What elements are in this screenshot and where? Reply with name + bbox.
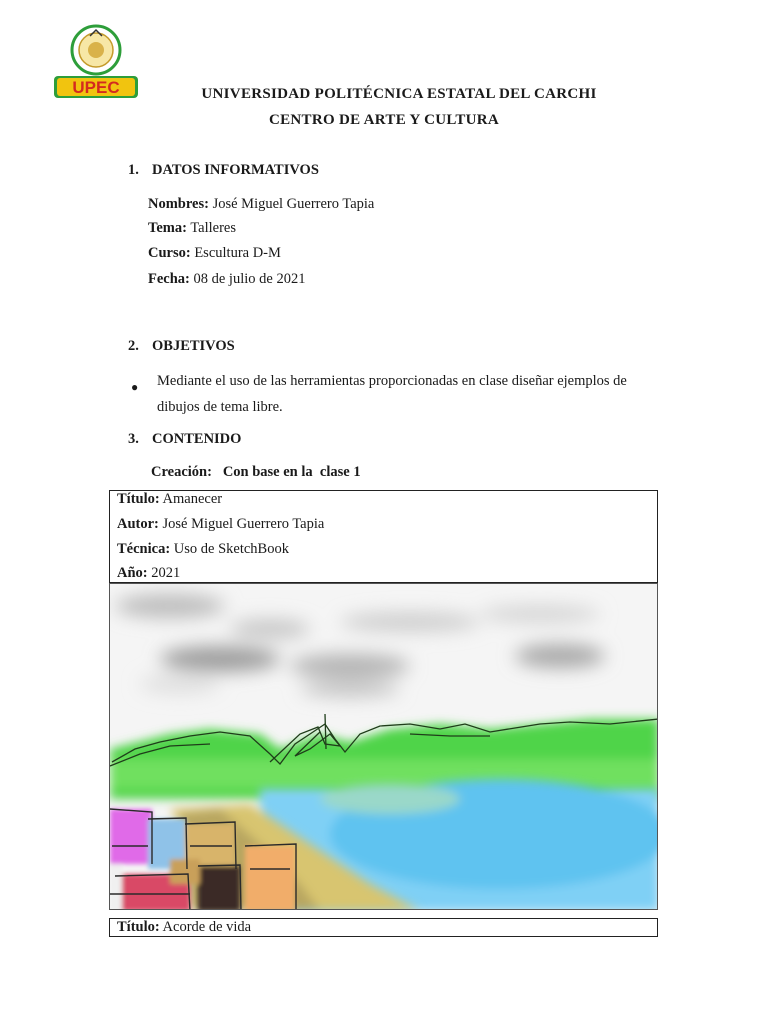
section-contenido (128, 431, 241, 448)
field-label: Curso: (148, 245, 191, 261)
art-value: 2021 (151, 565, 181, 581)
artwork-drawing-amanecer (109, 583, 658, 910)
objective-line-1: Mediante el uso de las herramientas proporcionadas en clase diseñar ejemplos de (157, 373, 627, 389)
section-number: 3. (128, 431, 139, 447)
art-row-titulo (117, 491, 222, 508)
field-tema (148, 220, 236, 237)
artwork-info-table (109, 490, 658, 583)
field-label: Nombres: (148, 196, 209, 212)
bullet-icon: ● (131, 380, 139, 394)
art-row-tecnica (117, 541, 289, 558)
section-objetivos (128, 338, 235, 355)
artwork2-info-table (109, 918, 658, 937)
art-label: Autor: (117, 516, 159, 532)
section-title: DATOS INFORMATIVOS (152, 162, 319, 178)
center-title: CENTRO DE ARTE Y CULTURA (268, 112, 500, 128)
art-label: Año: (117, 565, 148, 581)
art-row-ano (117, 565, 180, 582)
field-label: Tema: (148, 220, 187, 236)
section-title: CONTENIDO (152, 431, 242, 447)
logo-text: UPEC (72, 78, 120, 97)
art-label: Técnica: (117, 541, 171, 557)
art-label: Título: (117, 491, 160, 507)
field-curso (148, 245, 281, 262)
field-nombres (148, 196, 374, 213)
art-value: Acorde de vida (162, 919, 252, 935)
university-title: UNIVERSIDAD POLITÉCNICA ESTATAL DEL CARCHI (201, 86, 597, 102)
field-value: Talleres (190, 220, 236, 236)
field-value: Escultura D-M (194, 245, 281, 261)
art2-row-titulo (117, 919, 251, 936)
section-title: OBJETIVOS (152, 338, 235, 354)
section-number: 2. (128, 338, 139, 354)
field-fecha (148, 271, 305, 288)
art-label: Título: (117, 919, 160, 935)
art-value: Amanecer (162, 491, 223, 507)
section-datos-informativos (128, 162, 319, 179)
field-value: 08 de julio de 2021 (193, 271, 306, 287)
section-number: 1. (128, 162, 139, 178)
creacion-line: Creación: Con base en la clase 1 (151, 464, 361, 480)
art-row-autor (117, 516, 324, 533)
objective-text (157, 368, 667, 420)
art-value: José Miguel Guerrero Tapia (162, 516, 325, 532)
field-label: Fecha: (148, 271, 190, 287)
objective-line-2: dibujos de tema libre. (157, 399, 283, 415)
art-value: Uso de SketchBook (173, 541, 289, 557)
field-value: José Miguel Guerrero Tapia (212, 196, 375, 212)
